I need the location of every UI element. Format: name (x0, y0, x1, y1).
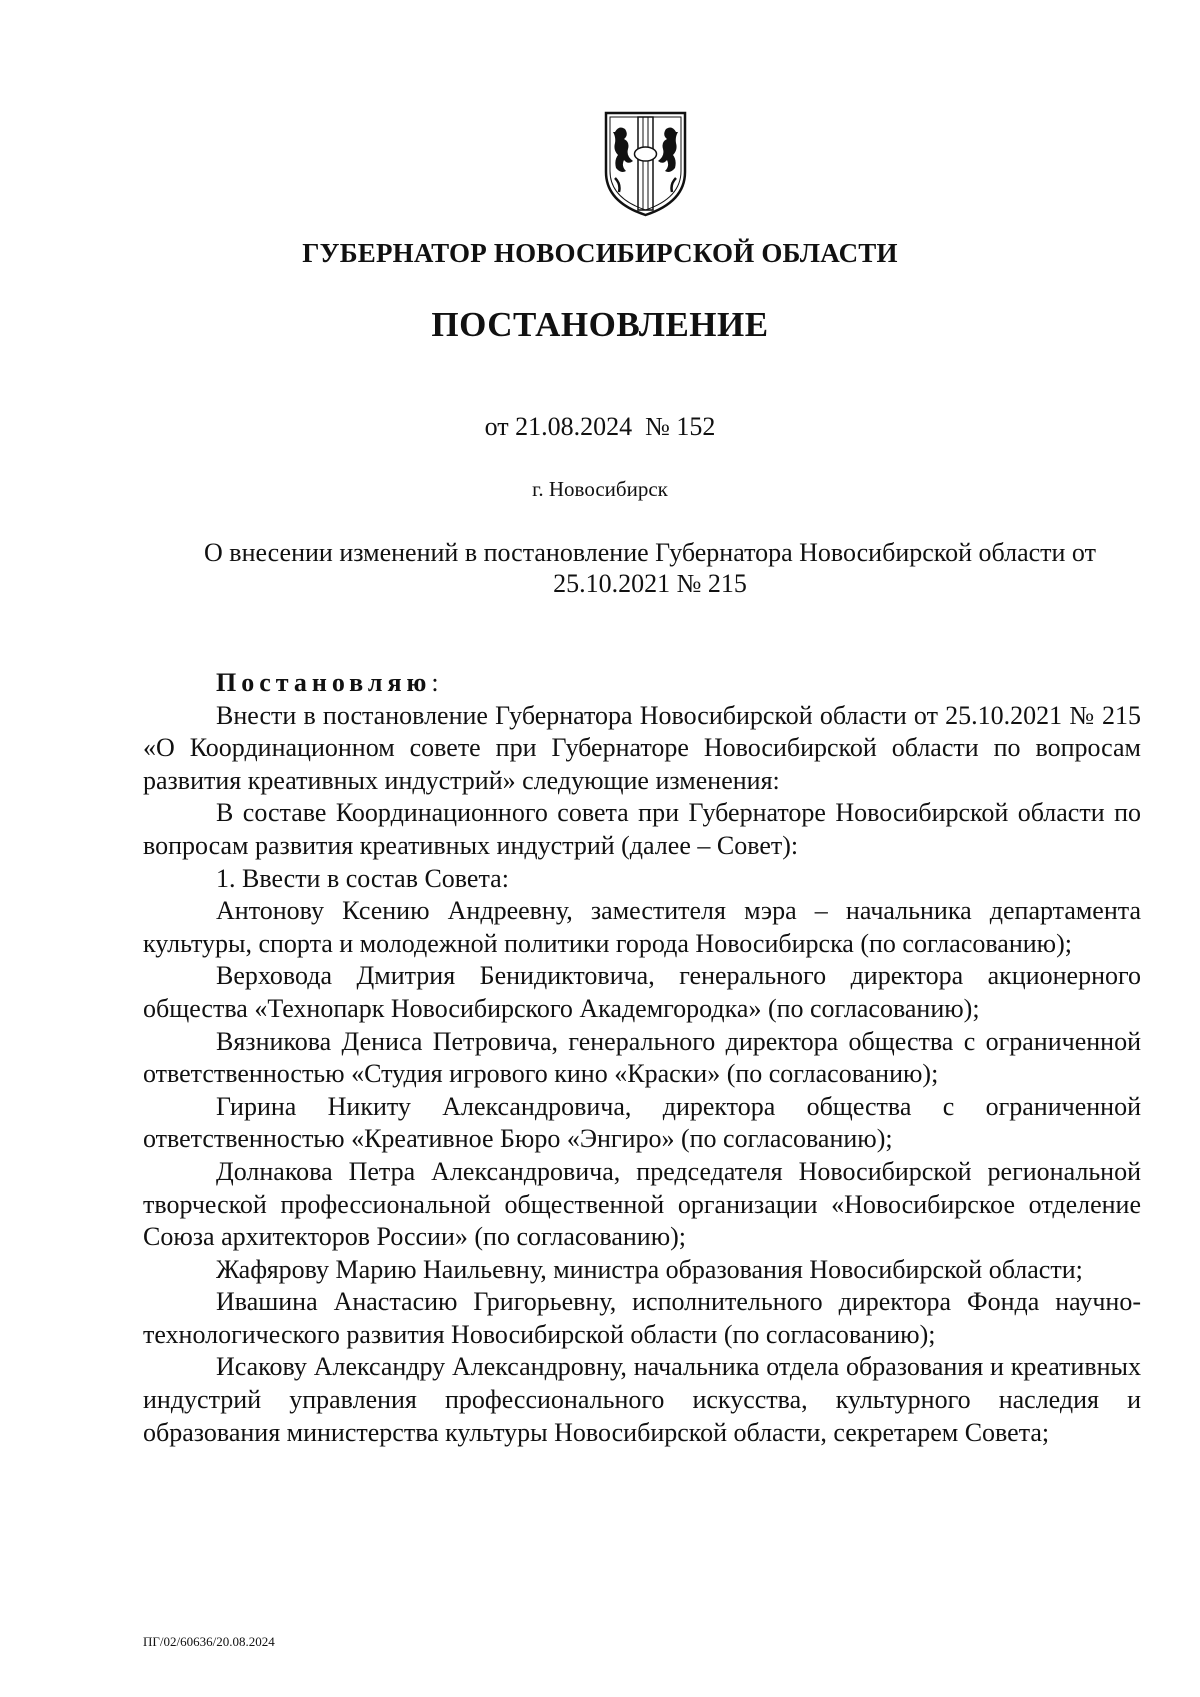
body-paragraph: Исакову Александру Александровну, начальника отдела образования и креативных индустрий управления профессионального искусства, культурного наследия и образования министерства культуры Новосибирской области, секретарем Совета; (143, 1352, 1141, 1447)
body-paragraph: Долнакова Петра Александровича, председателя Новосибирской региональной творческой профессиональной общественной организации «Новосибирское отделение Союза архитекторов России» (по согласованию); (143, 1156, 1141, 1252)
coat-of-arms-icon (603, 110, 688, 218)
document-subject: О внесении изменений в постановление Губернатора Новосибирской области от 25.10.2021 № 215 (204, 538, 1096, 598)
document-city: г. Новосибирск (532, 477, 668, 501)
body-paragraph: Антонову Ксению Андреевну, заместителя мэра – начальника департамента культуры, спорта и молодежной политики города Новосибирска (по согласованию); (143, 896, 1141, 958)
document-body (143, 667, 1141, 1449)
document-date-number: от 21.08.2024 № 152 (484, 412, 716, 441)
body-paragraph: Внести в постановление Губернатора Новосибирской области от 25.10.2021 № 215 «О Координационном совете при Губернаторе Новосибирской области по вопросам развития креативных индустрий» следующие изменения: (143, 700, 1141, 795)
body-paragraph: Вязникова Дениса Петровича, генерального директора общества с ограниченной ответственностью «Студия игрового кино «Краски» (по согласованию); (143, 1026, 1141, 1089)
document-code-footer: ПГ/02/60636/20.08.2024 (143, 1634, 275, 1649)
body-paragraph: Жафярову Марию Наильевну, министра образования Новосибирской области; (216, 1254, 1083, 1284)
document-type: ПОСТАНОВЛЕНИЕ (431, 305, 769, 344)
body-paragraph: Гирина Никиту Александровича, директора общества с ограниченной ответственностью «Креативное Бюро «Энгиро» (по согласованию); (143, 1091, 1141, 1154)
preamble-colon: : (431, 668, 439, 697)
issuing-authority: ГУБЕРНАТОР НОВОСИБИРСКОЙ ОБЛАСТИ (302, 238, 898, 268)
preamble-word: Постановляю (216, 668, 432, 697)
body-paragraph: Верховода Дмитрия Бенидиктовича, генерального директора акционерного общества «Технопарк Новосибирского Академгородка» (по согласованию); (143, 961, 1141, 1023)
body-paragraph: Ивашина Анастасию Григорьевну, исполнительного директора Фонда научно-технологического развития Новосибирской области (по согласованию); (143, 1287, 1141, 1349)
body-paragraph: В составе Координационного совета при Губернаторе Новосибирской области по вопросам развития креативных индустрий (далее – Совет): (143, 798, 1141, 860)
preamble-paragraph (143, 667, 1141, 700)
body-paragraph: 1. Ввести в состав Совета: (216, 863, 509, 893)
